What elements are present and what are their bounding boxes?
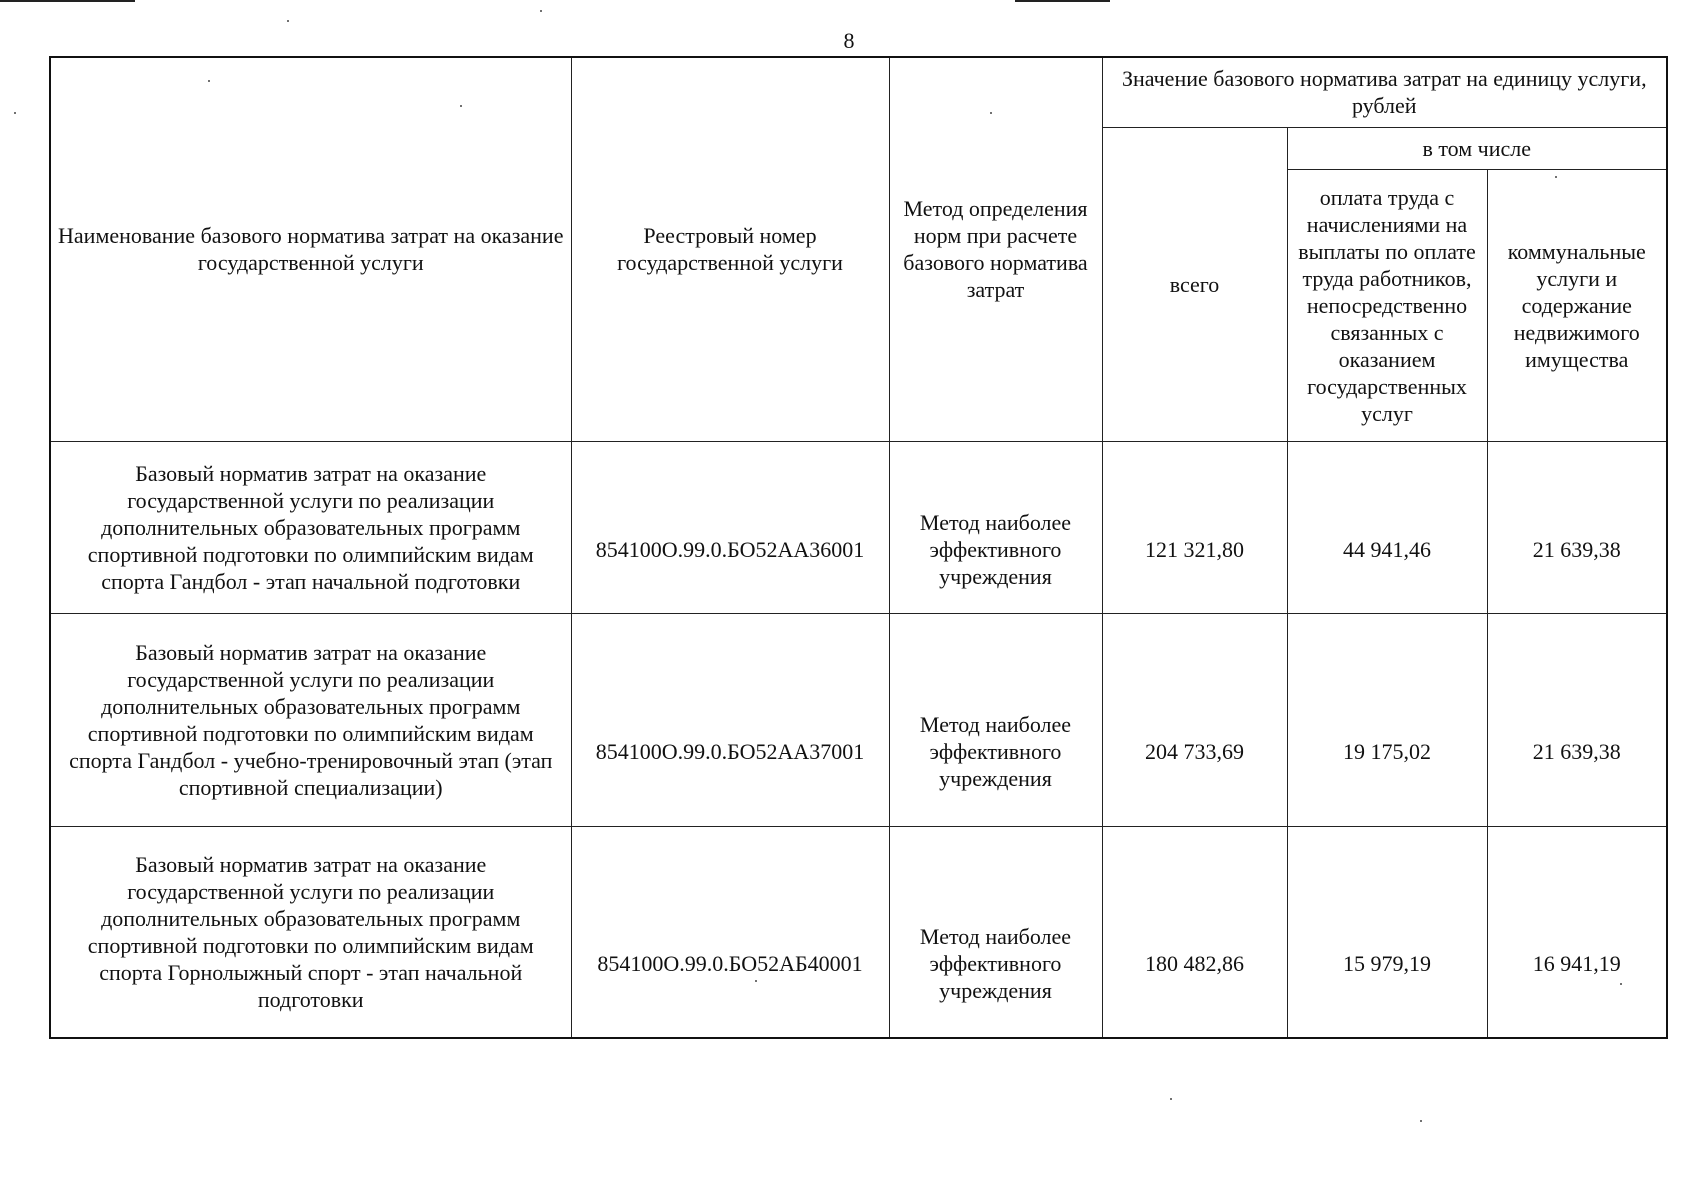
scan-speck [1555, 176, 1557, 178]
row-labor: 44 941,46 [1287, 441, 1487, 613]
row-total: 204 733,69 [1102, 613, 1287, 826]
header-registry-number: Реестровый номер государственной услуги [571, 57, 889, 441]
row-labor: 19 175,02 [1287, 613, 1487, 826]
row-utilities: 21 639,38 [1487, 441, 1667, 613]
table-row [50, 613, 1667, 826]
row-method: Метод наиболее эффективного учреждения [889, 613, 1102, 826]
header-value-group: Значение базового норматива затрат на единицу услуги, рублей [1102, 57, 1667, 127]
row-name: Базовый норматив затрат на оказание государственной услуги по реализации дополнительных образовательных программ спортивной подготовки по олимпийским видам спорта Гандбол - этап начальной подготовки [50, 441, 571, 613]
header-method: Метод определения норм при расчете базового норматива затрат [889, 57, 1102, 441]
scan-speck [1420, 1120, 1422, 1122]
scan-speck [1170, 1098, 1172, 1100]
row-registry-number: 854100О.99.0.БО52АА36001 [571, 441, 889, 613]
row-total: 180 482,86 [1102, 826, 1287, 1038]
header-name: Наименование базового норматива затрат на оказание государственной услуги [50, 57, 571, 441]
header-labor: оплата труда с начислениями на выплаты по оплате труда работников, непосредственно связанных с оказанием государственных услуг [1287, 169, 1487, 441]
base-cost-norms-table [49, 56, 1668, 1039]
table-row [50, 826, 1667, 1038]
row-method: Метод наиболее эффективного учреждения [889, 826, 1102, 1038]
scan-speck [14, 112, 16, 114]
scan-edge-mark-left [0, 0, 135, 2]
scan-speck [208, 80, 210, 82]
row-method: Метод наиболее эффективного учреждения [889, 441, 1102, 613]
header-total: всего [1102, 127, 1287, 441]
scan-speck [755, 980, 757, 982]
row-registry-number: 854100О.99.0.БО52АБ40001 [571, 826, 889, 1038]
row-name: Базовый норматив затрат на оказание государственной услуги по реализации дополнительных образовательных программ спортивной подготовки по олимпийским видам спорта Гандбол - учебно-тренировочный этап (этап спортивной специализации) [50, 613, 571, 826]
page-number: 8 [843, 28, 855, 53]
scan-speck [540, 10, 542, 12]
header-utilities: коммунальные услуги и содержание недвижимого имущества [1487, 169, 1667, 441]
scan-speck [1620, 983, 1622, 985]
row-registry-number: 854100О.99.0.БО52АА37001 [571, 613, 889, 826]
row-total: 121 321,80 [1102, 441, 1287, 613]
header-including: в том числе [1287, 127, 1667, 169]
scan-speck [990, 112, 992, 114]
row-utilities: 16 941,19 [1487, 826, 1667, 1038]
row-labor: 15 979,19 [1287, 826, 1487, 1038]
scan-speck [460, 105, 462, 107]
scan-edge-mark-center [1015, 0, 1110, 2]
scan-speck [287, 20, 289, 22]
row-utilities: 21 639,38 [1487, 613, 1667, 826]
row-name: Базовый норматив затрат на оказание государственной услуги по реализации дополнительных образовательных программ спортивной подготовки по олимпийским видам спорта Горнолыжный спорт - этап начальной подготовки [50, 826, 571, 1038]
table-row [50, 441, 1667, 613]
